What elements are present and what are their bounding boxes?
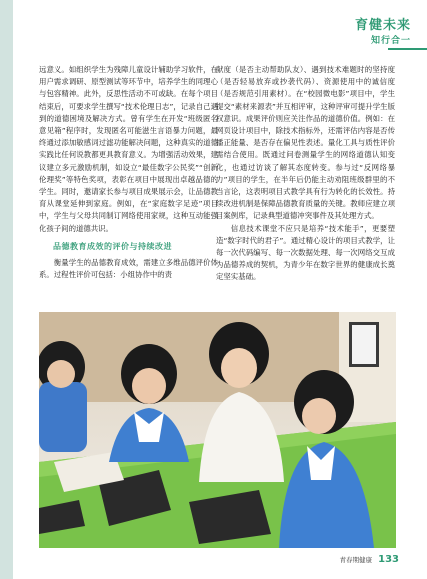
classroom-photo-illustration (39, 312, 396, 548)
side-color-band (0, 0, 13, 579)
section-title: 育健未来 (354, 18, 411, 33)
left-paragraph-2: 衡量学生的品德教育成效，需建立多维品德评价体系。过程性评价可包括：小组协作中的责 (39, 258, 218, 280)
page-footer (340, 554, 399, 565)
page-number: 133 (378, 554, 399, 565)
right-paragraph-2: 信息技术课堂不应只是培养“技术能手”，更要塑造“数字时代的君子”。通过精心设计的项目式教学，让每一次代码编写、每一次数据处理、每一次网络交互成为品德养成的契机，为青少年在数字世界的健康成长奠定坚实基础。 (216, 223, 395, 282)
header-rule (388, 48, 427, 50)
classroom-photo (39, 312, 396, 548)
magazine-name: 青春期健康 (339, 556, 373, 564)
left-column (39, 64, 218, 281)
left-paragraph-1: 远意义。如组织学生为残障儿童设计辅助学习软件，在用户需求调研、原型测试等环节中，培养学生的同理心与包容精神。此外，反思性活动不可或缺。在每个项目结束后，可要求学生撰写“技术伦理日志”，记录自己遇到的道德困境及解决方式。曾有学生在开发“班级匿名意见箱”程序时，发现匿名可能滋生言语暴力问题，最终通过添加敏感词过滤功能解决问题，这种真实的道德实践比任何说教都更具教育意义。为增强活动效果，建议建立多元激励机制，如设立“最佳数字公民奖”“创新伦理奖”等特色奖项，表彰在项目中展现出卓越品德的学生。同时，邀请家长参与项目成果展示会，让品德教育从课堂延伸到家庭。例如，在“家庭数字足迹”项目中，学生与父母共同制订网络使用家规，这种互动能强化孩子间的道德共识。 (39, 65, 218, 233)
section-subtitle: 知行合一 (370, 36, 411, 46)
section-heading: 品德教育成效的评价与持续改进 (53, 241, 172, 251)
right-column (216, 64, 395, 284)
right-paragraph-1: 献度（是否主动帮助队友）、遇到技术难题时的坚持度（是否轻易放弃或抄袭代码）、资源使用中的诚信度（是否规范引用素材）。在“校园微电影”项目中，学生提交“素材来源表”并互相评审，这种评审可提升学生版权意识。成果评价则应关注作品的道德价值。例如：在网页设计项目中，除技术指标外，还需评估内容是否传播正能量、是否存在偏见性表述。量化工具与质性评价需结合使用。既通过问卷测量学生的网络道德认知变化，也通过访谈了解其态度转变。参与过“反网络暴力”项目的学生，在半年后仍能主动劝阻班级群里的不当言论，这表明项目式教学具有行为转化的长效性。持续改进机制是保障品德教育质量的关键。教师应建立项目案例库，记录典型道德冲突事件及其处理方式。 (216, 65, 395, 221)
page-header (332, 0, 427, 50)
